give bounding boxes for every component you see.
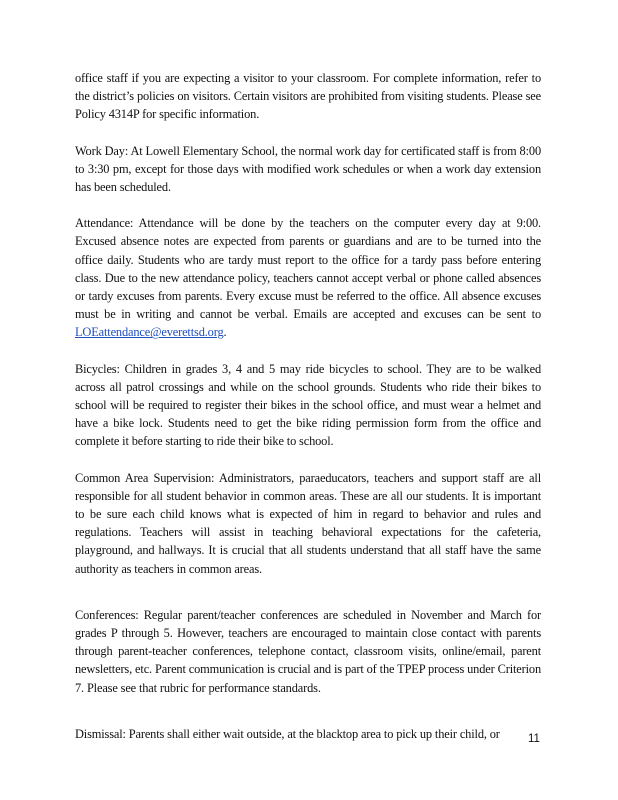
dismissal-paragraph: Dismissal: Parents shall either wait outside, at the blacktop area to pick up their child, or <box>75 726 500 741</box>
attendance-text-end: . <box>223 325 227 340</box>
work-day-paragraph: Work Day: At Lowell Elementary School, the normal work day for certificated staff is from 8:00 to 3:30 pm, except for those days with modified work schedules or when a work day extension has been scheduled. <box>75 143 541 195</box>
attendance-email-link[interactable]: LOEattendance@everettsd.org <box>75 325 224 340</box>
attendance-paragraph <box>75 214 541 341</box>
visitors-paragraph: office staff if you are expecting a visitor to your classroom. For complete information, refer to the district’s policies on visitors. Certain visitors are prohibited from visiting students. Please see Policy 4314P for specific information. <box>75 71 541 122</box>
conferences-paragraph: Conferences: Regular parent/teacher conferences are scheduled in November and March for grades P through 5. However, teachers are encouraged to maintain close contact with parents through parent-teacher conferences, telephone contact, classroom visits, online/email, parent newsletters, etc. Parent communication is crucial and is part of the TPEP process under Criterion 7. Please see that rubric for performance standards. <box>75 607 541 695</box>
common-area-supervision-paragraph: Common Area Supervision: Administrators, paraeducators, teachers and support staff are all responsible for all student behavior in common areas. These are all our students. It is important to be sure each child knows what is expected of him in regard to behavior and rules and regulations. Teachers will assist in teaching behavioral expectations for the cafeteria, playground, and hallways. It is crucial that all students understand that all staff have the same authority as teachers in common areas. <box>75 470 541 576</box>
page-number: 11 <box>528 733 540 745</box>
page-body <box>75 69 541 761</box>
attendance-text: Attendance: Attendance will be done by the teachers on the computer every day at 9:00. Excused absence notes are expected from parents or guardians and are to be turned into the office daily. Students who are tardy must report to the office for a tardy pass before entering class. Due to the new attendance policy, teachers cannot accept verbal or phone called absences or tardy excuses from parents. Every excuse must be referred to the office. All absence excuses must be in writing and cannot be verbal. Emails are accepted and excuses can be sent to <box>75 216 541 322</box>
bicycles-paragraph: Bicycles: Children in grades 3, 4 and 5 may ride bicycles to school. They are to be walked across all patrol crossings and while on the school grounds. Students who ride their bikes to school will be required to register their bikes in the school office, and must wear a helmet and have a bike lock. Students need to get the bike riding permission form from the office and complete it before starting to ride their bike to school. <box>75 361 541 449</box>
